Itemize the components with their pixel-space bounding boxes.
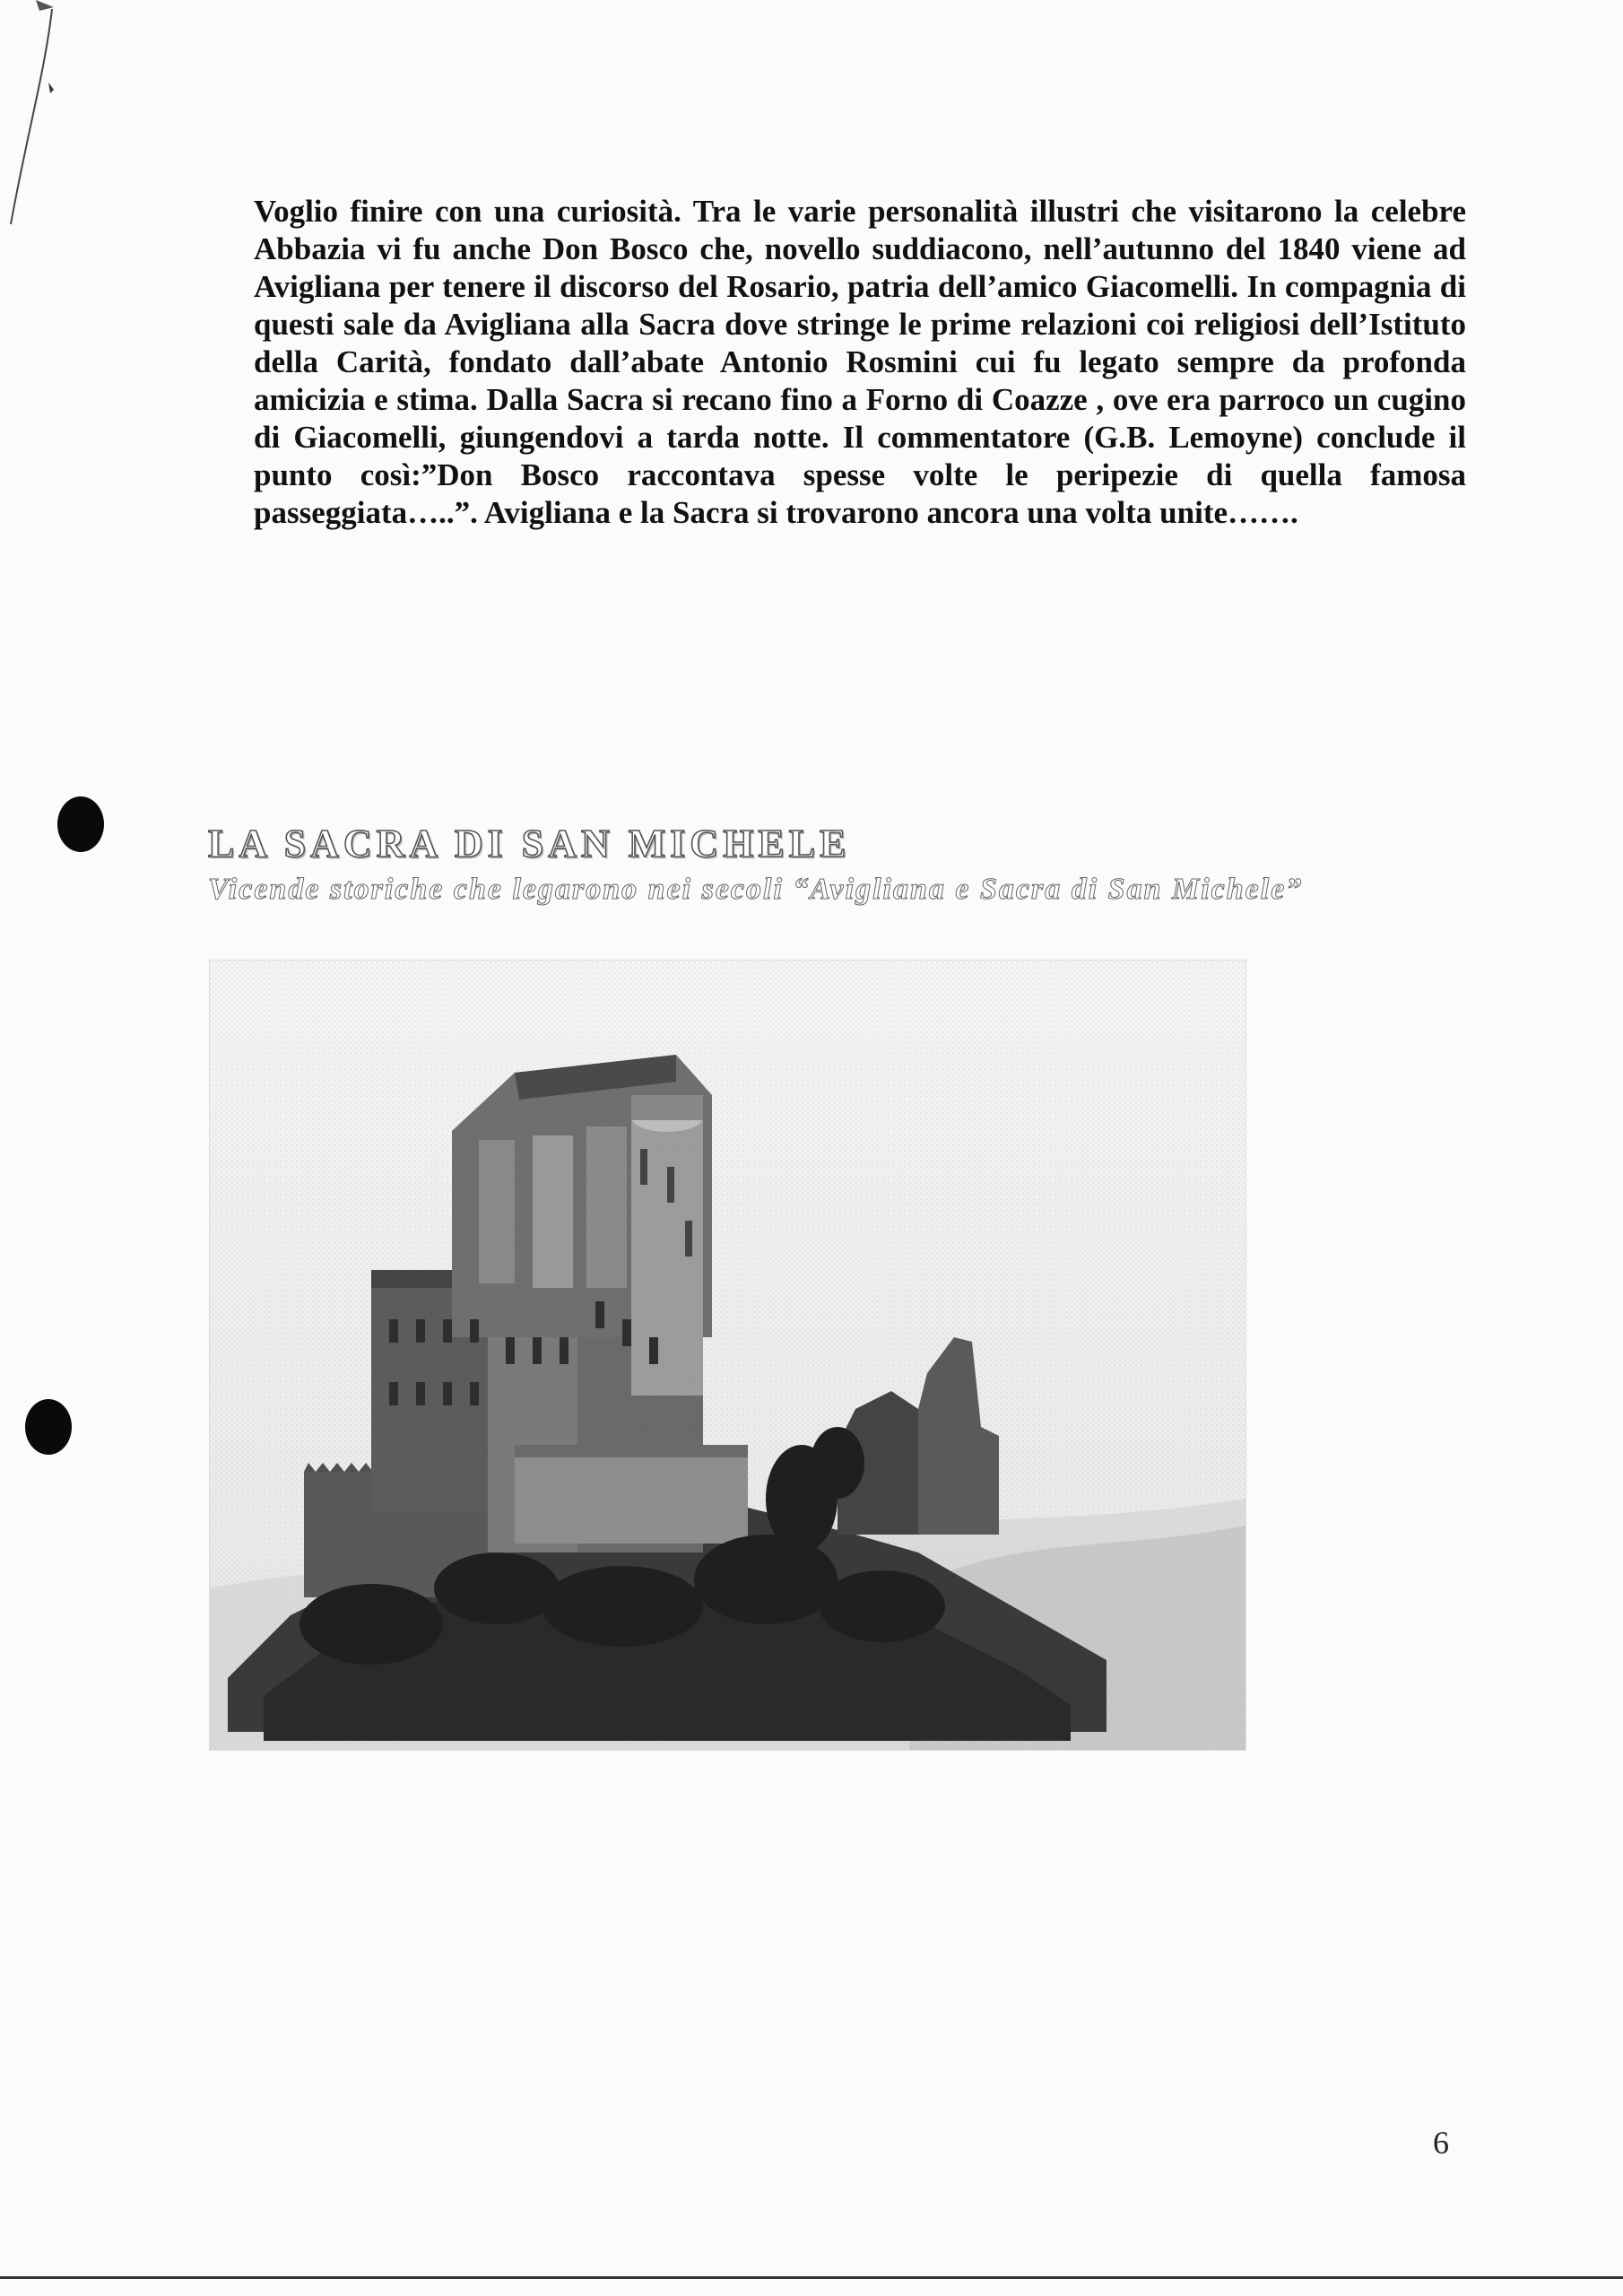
section-subtitle: Vicende storiche che legarono nei secoli “Avigliana e Sacra di San Michele” <box>208 873 1304 906</box>
section-title: LA SACRA DI SAN MICHELE <box>208 822 851 865</box>
page-bottom-edge <box>0 2276 1623 2279</box>
scan-edge-mark <box>0 0 108 233</box>
body-paragraph: Voglio finire con una curiosità. Tra le varie personalità illustri che visitarono la celebre Abbazia vi fu anche Don Bosco che, novello suddiacono, nell’autunno del 1840 viene ad Avigliana per tenere il discorso del Rosario, patria dell’amico Giacomelli. In compagnia di questi sale da Avigliana alla Sacra dove stringe le prime relazioni coi religiosi dell’Istituto della Carità, fondato dall’abate Antonio Rosmini cui fu legato sempre da profonda amicizia e stima. Dalla Sacra si recano fino a Forno di Coazze , ove era parroco un cugino di Giacomelli, giungendovi a tarda notte. Il commentatore (G.B. Lemoyne) conclude il punto così:”Don Bosco raccontava spesse volte le peripezie di quella famosa passeggiata…..”. Avigliana e la Sacra si trovarono ancora una volta unite……. <box>254 194 1466 530</box>
sacra-di-san-michele-photo <box>209 960 1246 1751</box>
punch-hole-bottom <box>25 1399 72 1455</box>
page-number: 6 <box>1433 2125 1449 2161</box>
punch-hole-top <box>57 796 104 852</box>
